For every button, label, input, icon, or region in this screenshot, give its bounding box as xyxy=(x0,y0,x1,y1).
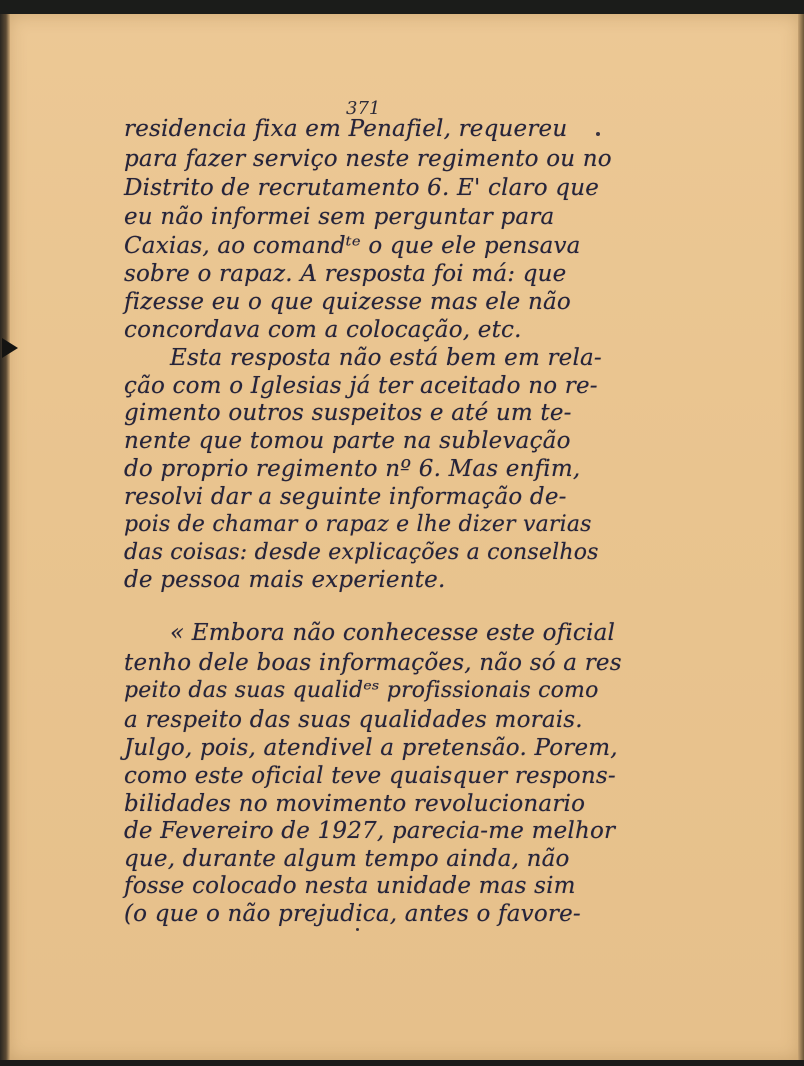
binding-edge xyxy=(0,14,10,1060)
ink-dot xyxy=(596,132,600,136)
handwritten-line: ção com o Iglesias já ter aceitado no re- xyxy=(124,373,598,399)
page-number: 371 xyxy=(346,98,381,119)
handwritten-line: Caxias, ao comandᵗᵉ o que ele pensava xyxy=(124,233,581,259)
handwritten-line: para fazer serviço neste regimento ou no xyxy=(124,146,612,172)
handwritten-line: Distrito de recrutamento 6. E' claro que xyxy=(124,175,600,201)
handwritten-line: pois de chamar o rapaz e lhe dizer varias xyxy=(124,512,592,537)
handwritten-line: a respeito das suas qualidades morais. xyxy=(124,707,583,733)
ink-dot xyxy=(356,928,359,931)
handwritten-line: « Embora não conhecesse este oficial xyxy=(170,620,616,646)
handwritten-line: residencia fixa em Penafiel, requereu xyxy=(124,116,568,142)
handwritten-line: concordava com a colocação, etc. xyxy=(124,317,522,343)
handwritten-line: das coisas: desde explicações a conselhos xyxy=(124,540,599,565)
handwritten-line: tenho dele boas informações, não só a res xyxy=(124,650,622,676)
handwritten-line: (o que o não prejudica, antes o favore- xyxy=(124,901,581,927)
handwritten-line: peito das suas qualidᵉˢ profissionais como xyxy=(124,678,599,703)
handwritten-line: nente que tomou parte na sublevação xyxy=(124,428,571,454)
handwritten-line: Esta resposta não está bem em rela- xyxy=(170,345,602,371)
handwritten-line: resolvi dar a seguinte informação de- xyxy=(124,484,567,510)
handwritten-line: de Fevereiro de 1927, parecia-me melhor xyxy=(124,818,616,844)
handwritten-line: sobre o rapaz. A resposta foi má: que xyxy=(124,261,567,287)
handwritten-line: que, durante algum tempo ainda, não xyxy=(124,846,570,872)
handwritten-line: bilidades no movimento revolucionario xyxy=(124,791,586,817)
handwritten-line: eu não informei sem perguntar para xyxy=(124,204,555,230)
handwritten-line: fosse colocado nesta unidade mas sim xyxy=(124,873,576,899)
handwritten-line: do proprio regimento nº 6. Mas enfim, xyxy=(124,456,581,482)
page-edge xyxy=(798,14,804,1060)
binding-notch xyxy=(2,338,18,358)
handwritten-line: gimento outros suspeitos e até um te- xyxy=(124,400,572,426)
handwritten-line: Julgo, pois, atendivel a pretensão. Porem, xyxy=(124,735,618,761)
handwritten-line: fizesse eu o que quizesse mas ele não xyxy=(124,289,571,315)
handwritten-line: de pessoa mais experiente. xyxy=(124,567,446,593)
handwritten-line: como este oficial teve quaisquer respons- xyxy=(124,763,616,789)
